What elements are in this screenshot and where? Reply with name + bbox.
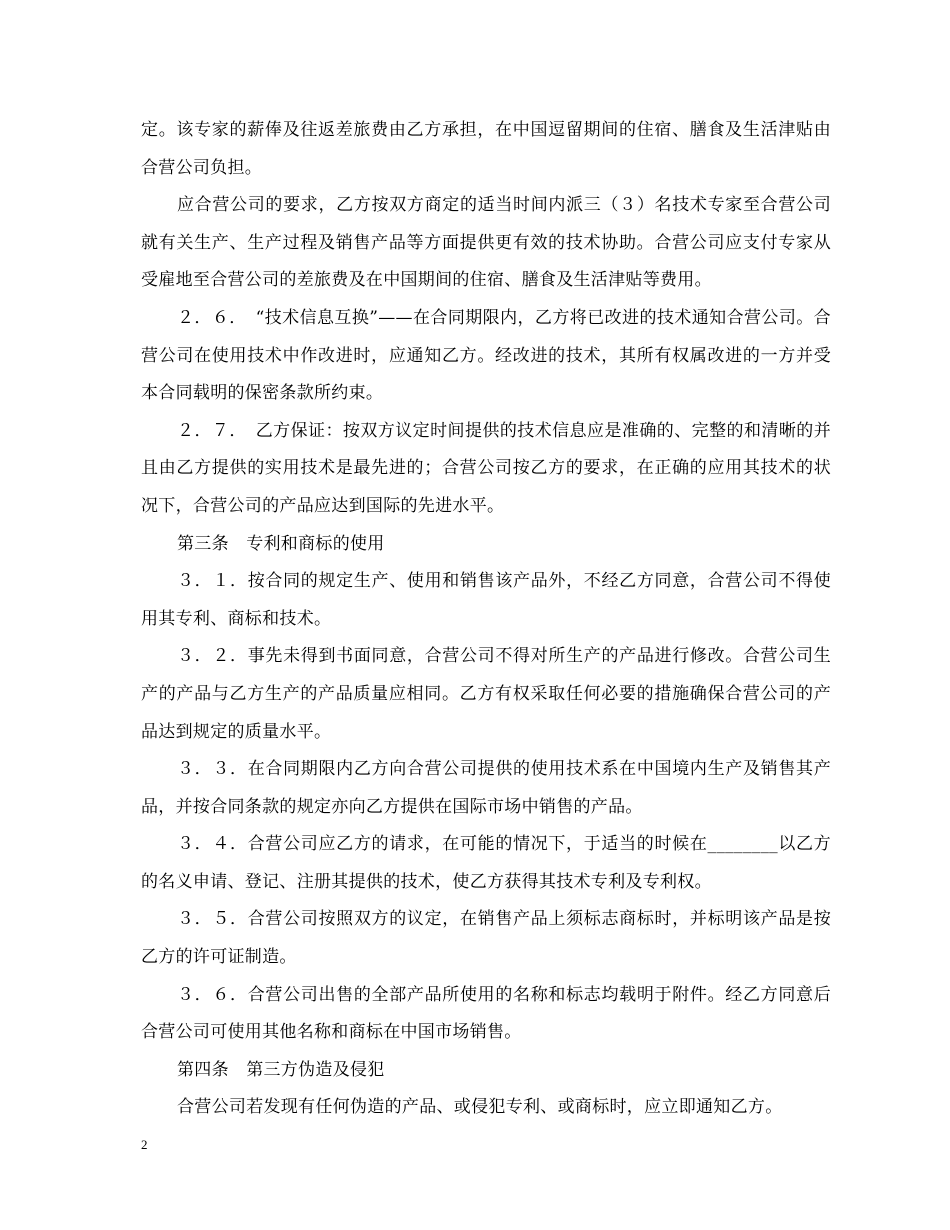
paragraph-3-2: ３．２．事先未得到书面同意，合营公司不得对所生产的产品进行修改。合营公司生产的产品与乙方生产的产品质量应相同。乙方有权采取任何必要的措施确保合营公司的产品达到规定的质量水平。: [141, 646, 831, 742]
paragraph-3-3: ３．３．在合同期限内乙方向合营公司提供的使用技术系在中国境内生产及销售其产品，并按合同条款的规定亦向乙方提供在国际市场中销售的产品。: [141, 759, 831, 817]
paragraph-4: ２．７． 乙方保证：按双方议定时间提供的技术信息应是准确的、完整的和清晰的并且由乙方提供的实用技术是最先进的；合营公司按乙方的要求，在正确的应用其技术的状况下，合营公司的产品应达到国际的先进水平。: [141, 420, 831, 516]
paragraph-3-4: ３．４．合营公司应乙方的请求，在可能的情况下，于适当的时候在________以乙方的名义申请、登记、注册其提供的技术，使乙方获得其技术专利及专利权。: [141, 834, 831, 892]
paragraph-4-1: 合营公司若发现有任何伪造的产品、或侵犯专利、或商标时，应立即通知乙方。: [177, 1097, 783, 1118]
paragraph-1: 定。该专家的薪俸及往返差旅费由乙方承担，在中国逗留期间的住宿、膳食及生活津贴由合营公司负担。: [141, 120, 831, 178]
paragraph-3-5: ３．５．合营公司按照双方的议定，在销售产品上须标志商标时，并标明该产品是按乙方的许可证制造。: [141, 909, 831, 968]
paragraph-3-6: ３．６．合营公司出售的全部产品所使用的名称和标志均载明于附件。经乙方同意后合营公司可使用其他名称和商标在中国市场销售。: [141, 984, 831, 1043]
paragraph-3: ２．６． “技术信息互换”——在合同期限内，乙方将已改进的技术通知合营公司。合营公司在使用技术中作改进时，应通知乙方。经改进的技术，其所有权属改进的一方并受本合同载明的保密条款所约束。: [141, 307, 831, 404]
paragraph-2: 应合营公司的要求，乙方按双方商定的适当时间内派三（３）名技术专家至合营公司就有关生产、生产过程及销售产品等方面提供更有效的技术协助。合营公司应支付专家从受雇地至合营公司的差旅费及在中国期间的住宿、膳食及生活津贴等费用。: [141, 195, 831, 291]
document-body: [141, 112, 831, 1127]
section-heading-4: 第四条 第三方伪造及侵犯: [177, 1059, 385, 1080]
paragraph-3-1: ３．１．按合同的规定生产、使用和销售该产品外，不经乙方同意，合营公司不得使用其专利、商标和技术。: [141, 571, 831, 629]
page-number: 2: [141, 1137, 148, 1152]
section-heading-3: 第三条 专利和商标的使用: [177, 533, 385, 554]
